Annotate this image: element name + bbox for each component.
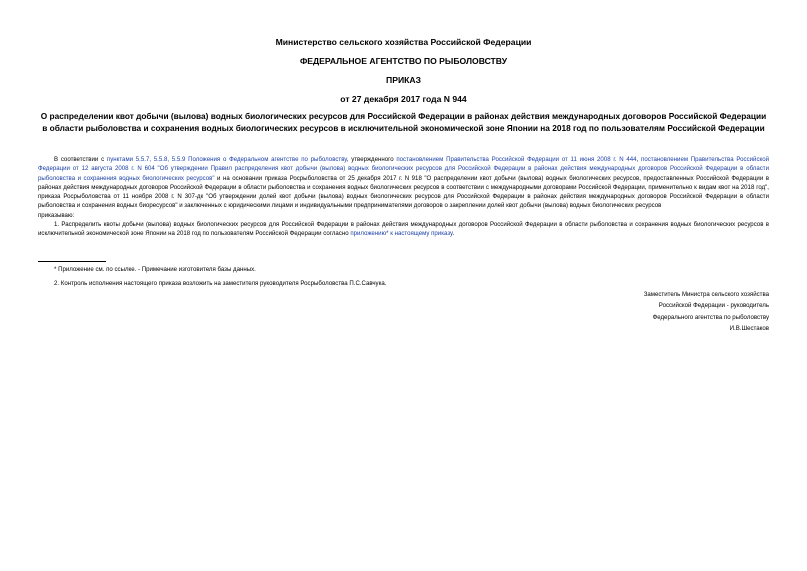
signature-name: И.В.Шестаков	[729, 325, 769, 333]
item-2: 2. Контроль исполнения настоящего приказа возложить на заместителя руководителя Росрыболовства П.С.Савчука.	[54, 280, 387, 287]
signature-line-2: Российской Федерации - руководитель	[658, 302, 769, 310]
item-1	[38, 220, 769, 239]
preamble-text-2: , утвержденного	[346, 156, 397, 163]
regulation-link[interactable]: пунктами 5.5.7, 5.5.8, 5.5.9 Положения о Федеральном агентстве по рыболовству	[106, 156, 347, 163]
document-body	[38, 155, 769, 239]
item-1-text: 1. Распределить квоты добычи (вылова) водных биологических ресурсов для Российской Федерации в районах действия международных договоров Российской Федерации в области рыболовства и сохранения водных биологических ресурсов в исключительной экономической зоне Японии на 2018 год по пользователям Российской Федерации согласно	[38, 221, 769, 238]
order-word: приказываю:	[38, 211, 75, 219]
signature-line-1: Заместитель Министра сельского хозяйства	[643, 291, 769, 298]
decree-604-link[interactable]: постановлением Правительства Российской Федерации от 12 августа 2008 г. N 604 "Об утверждении Правил распределения квот добычи (вылова) водных биологических ресурсов для Российской Федерации в районах действия международных договоров Российской Федерации в области рыболовства и сохранения водных биологических ресурсов"	[38, 156, 770, 182]
agency-name: ФЕДЕРАЛЬНОЕ АГЕНТСТВО ПО РЫБОЛОВСТВУ	[299, 56, 508, 66]
signature-block	[644, 289, 769, 335]
preamble-paragraph	[38, 155, 769, 211]
item-1-end: .	[452, 230, 455, 238]
preamble-text-1: В соответствии с	[54, 156, 107, 163]
document-title: О распределении квот добычи (вылова) водных биологических ресурсов для Российской Федерации в районах действия международных договоров Российской Федерации в области рыболовства и сохранения водных биологических ресурсов в исключительной экономической зоне Японии на 2018 год по пользователям Российской Федерации	[40, 111, 767, 133]
footnote: * Приложение см. по ссылке. - Примечание изготовителя базы данных.	[54, 266, 256, 273]
document-type: ПРИКАЗ	[386, 75, 421, 85]
footnote-divider	[38, 261, 106, 262]
signature-line-3: Федерального агентства по рыболовству	[652, 313, 769, 321]
decree-444-link[interactable]: постановлением Правительства Российской Федерации от 11 июня 2008 г. N 444	[396, 156, 637, 163]
ministry-name: Министерство сельского хозяйства Российской Федерации	[275, 37, 532, 47]
appendix-link[interactable]: приложению* к настоящему приказу	[350, 230, 453, 238]
preamble-text-4: и на основании приказа Росрыболовства от 25 декабря 2017 г. N 918 "О распределении квот добычи (вылова) водных биологических ресурсов, предоставленных Российской Федерации в районах действия международных договоров Российской Федерации в области рыболовства и сохранения водных биологических ресурсов в соответствии с международными договорами Российской Федерации, применительно к видам квот на 2018 год", приказа Росрыболовства от 11 ноября 2008 г. N 307-дк "Об утверждении долей квот добычи (вылова) водных биологических ресурсов для Российской Федерации в районах действия международных договоров Российской Федерации в области рыболовства и сохранения водных биоресурсов" и заключенных с юридическими лицами и индивидуальными предпринимателями договоров о закреплении долей квот добычи (вылова) водных биологических ресурсов	[38, 174, 769, 210]
preamble-text-3: ,	[636, 156, 642, 163]
document-date: от 27 декабря 2017 года N 944	[340, 94, 467, 104]
